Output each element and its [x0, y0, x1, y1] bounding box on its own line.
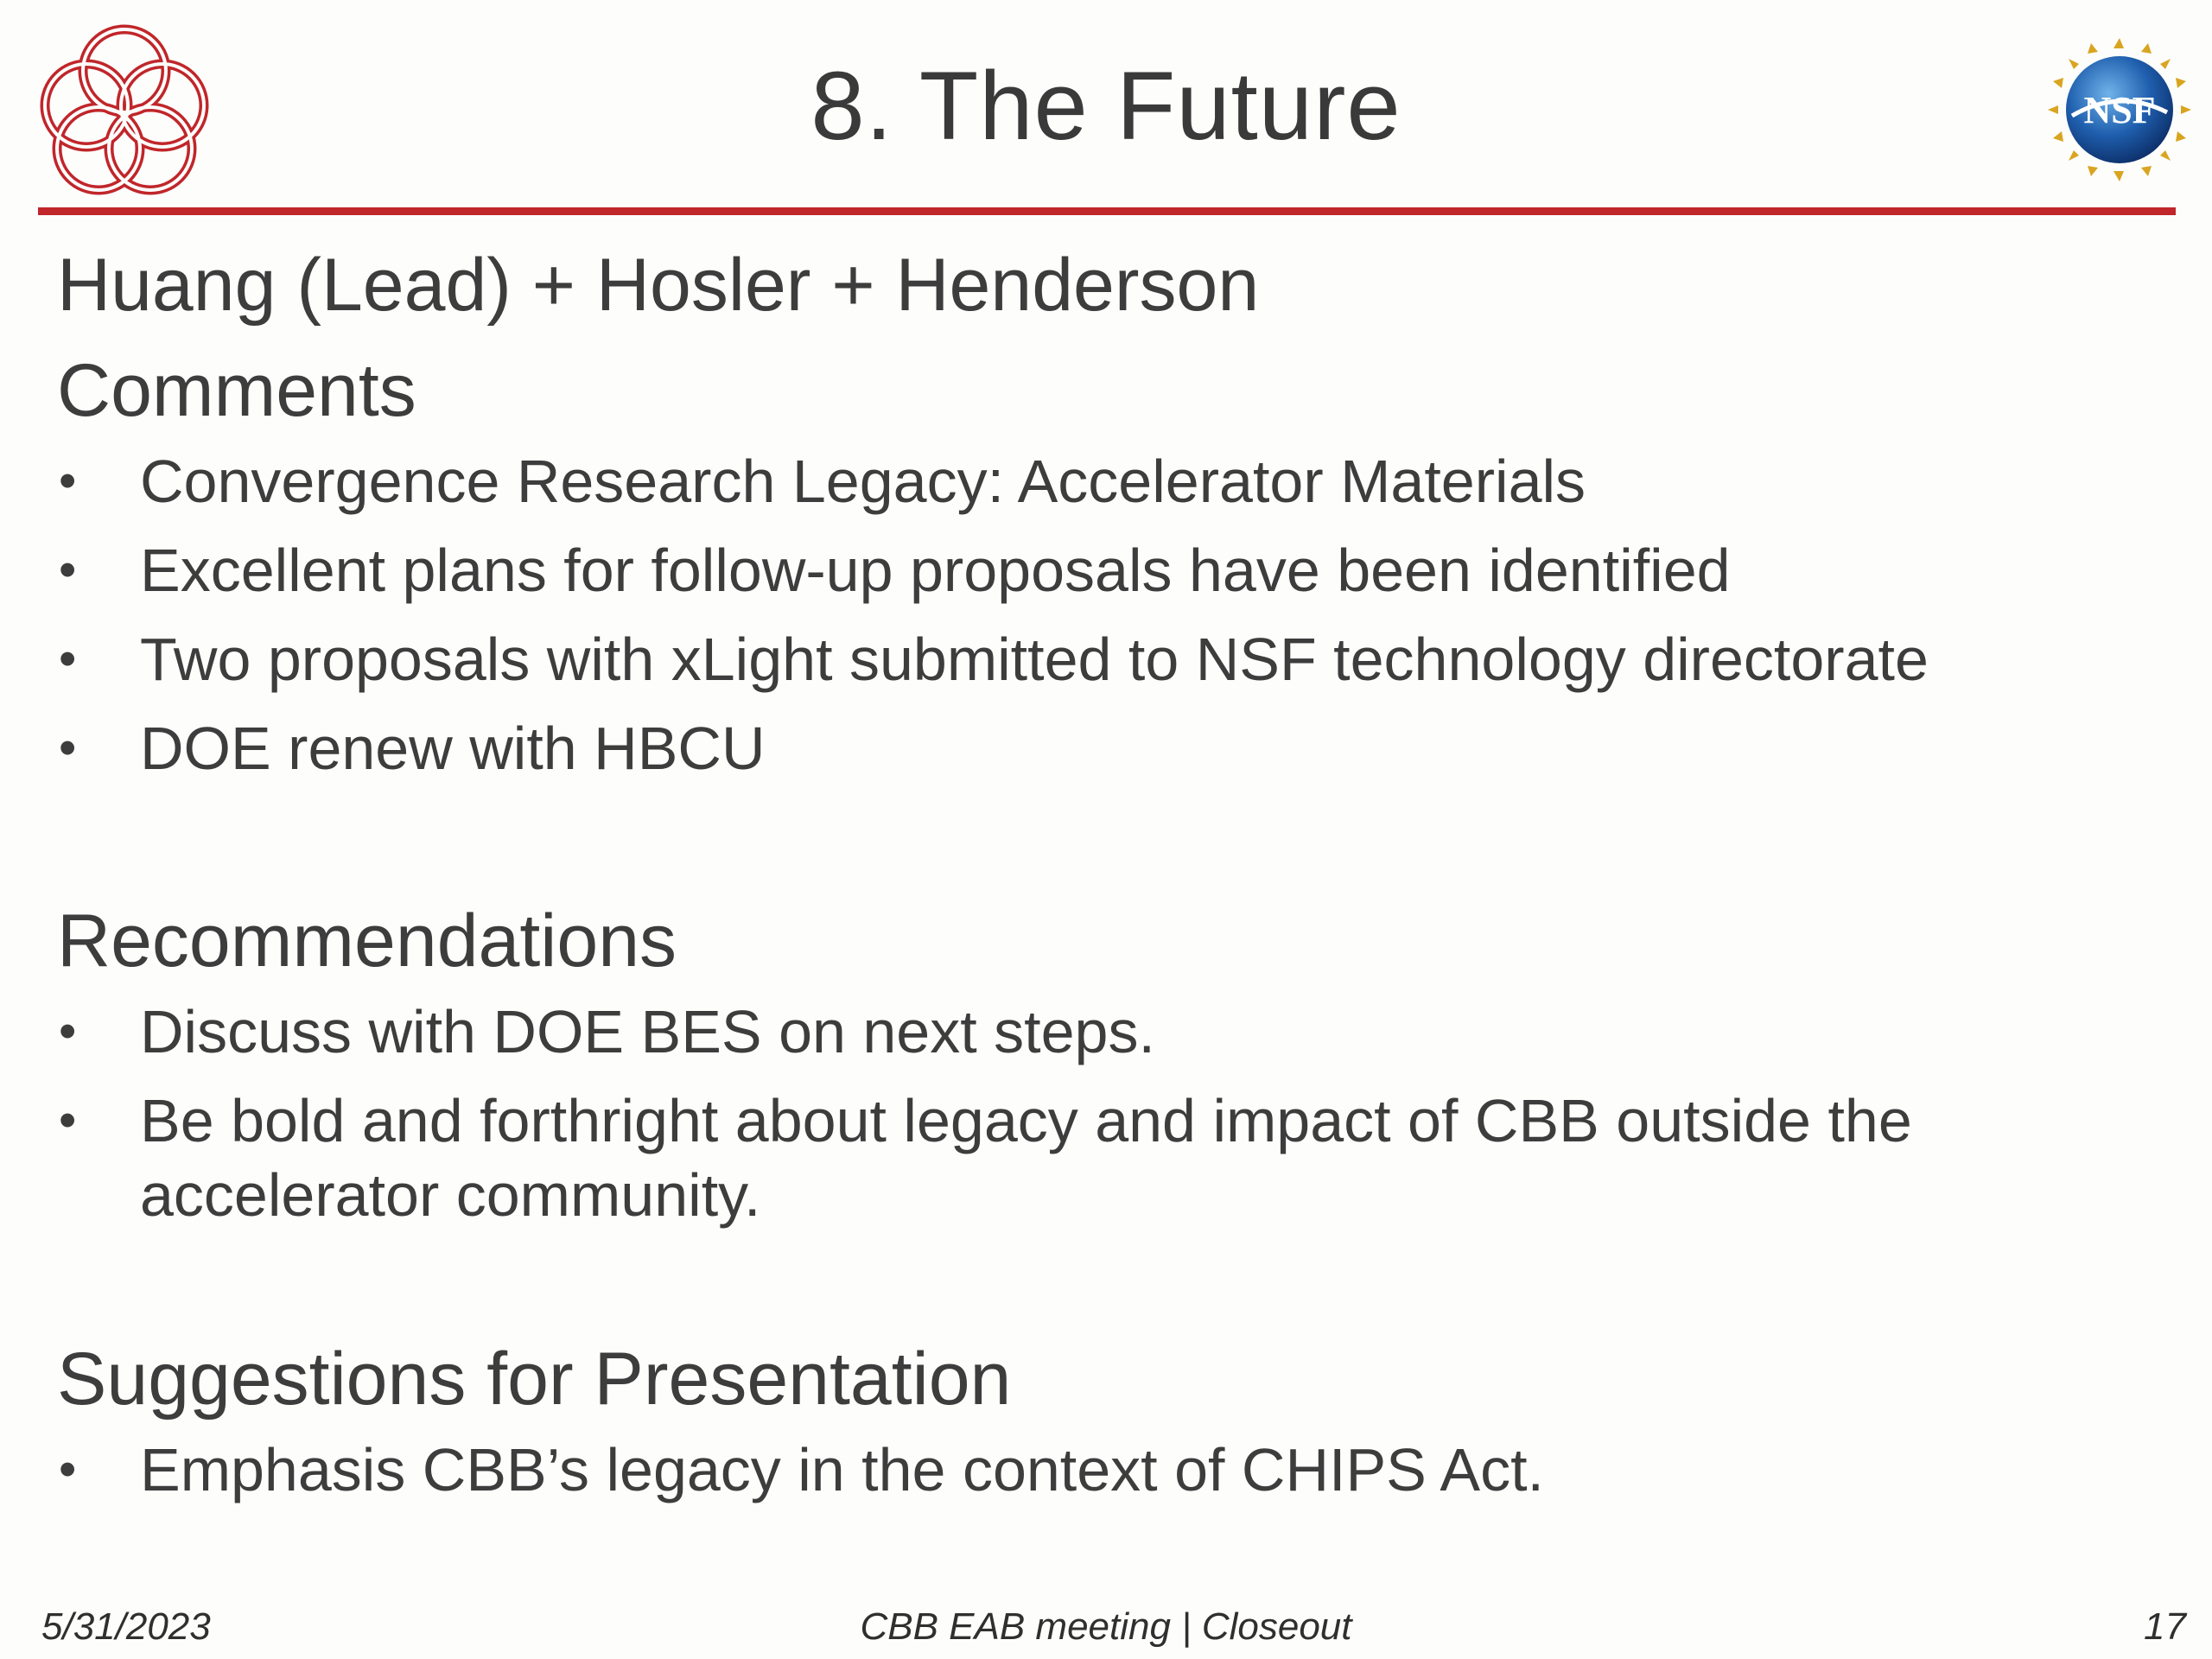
list-item-text: Convergence Research Legacy: Accelerator Materials: [140, 448, 1586, 515]
list-item: [57, 1084, 2058, 1232]
team-line: Huang (Lead) + Hosler + Henderson: [57, 244, 1260, 327]
list-item-text: Two proposals with xLight submitted to NSF technology directorate: [140, 626, 1929, 693]
suggestions-list: [57, 1433, 2165, 1507]
list-item: [57, 1433, 2165, 1507]
slide-title: 8. The Future: [810, 52, 1402, 160]
page-number: 17: [2144, 1605, 2186, 1648]
list-item: [57, 444, 2165, 518]
bullet-icon: •: [59, 631, 77, 687]
list-item-text: Emphasis CBB’s legacy in the context of CHIPS Act.: [140, 1436, 1545, 1503]
bullet-icon: •: [59, 453, 77, 509]
footer-date: 5/31/2023: [41, 1605, 211, 1648]
suggestions-heading: Suggestions for Presentation: [57, 1338, 1012, 1421]
comments-list: [57, 444, 2165, 785]
nsf-logo-text: NSF: [2083, 89, 2156, 131]
slide-body: [57, 242, 2165, 1522]
bullet-icon: •: [59, 1092, 77, 1148]
list-item-text: Discuss with DOE BES on next steps.: [140, 998, 1155, 1065]
title-divider: [38, 207, 2176, 215]
list-item: [57, 711, 2165, 785]
list-item: [57, 622, 2165, 696]
comments-heading: Comments: [57, 349, 416, 432]
bullet-icon: •: [59, 720, 77, 776]
footer-title: CBB EAB meeting | Closeout: [860, 1605, 1352, 1648]
recommendations-heading: Recommendations: [57, 899, 677, 982]
list-item-text: Be bold and forthright about legacy and impact of CBB outside the accelerator community.: [140, 1087, 1912, 1229]
recommendations-list: [57, 995, 2165, 1232]
bullet-icon: •: [59, 1441, 77, 1497]
list-item: [57, 533, 2165, 607]
list-item-text: Excellent plans for follow-up proposals have been identified: [140, 537, 1731, 604]
list-item-text: DOE renew with HBCU: [140, 715, 766, 782]
bullet-icon: •: [59, 1003, 77, 1059]
bullet-icon: •: [59, 542, 77, 598]
list-item: [57, 995, 2165, 1069]
nsf-logo: [2046, 36, 2193, 183]
